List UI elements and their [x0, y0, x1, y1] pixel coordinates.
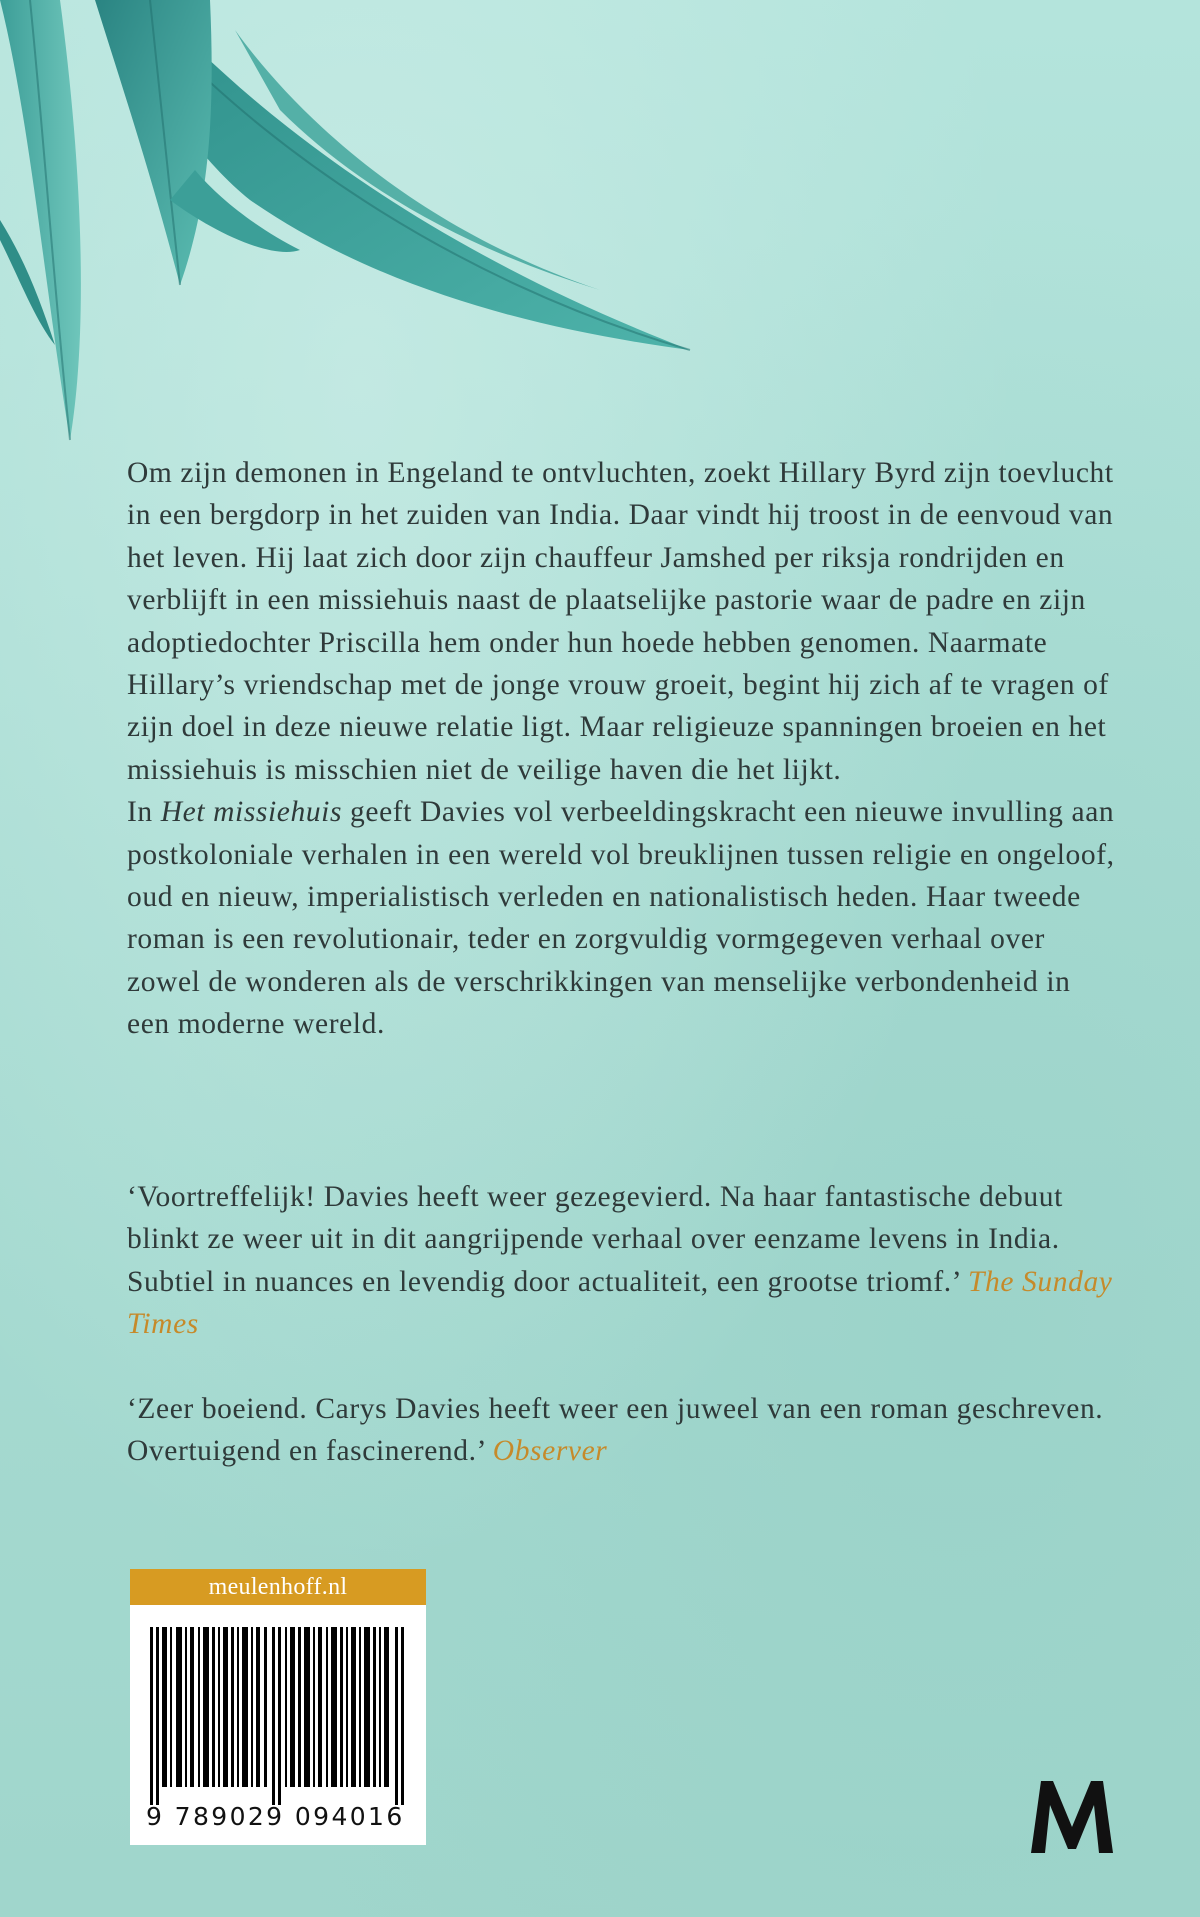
book-title-italic: Het missiehuis — [160, 796, 343, 829]
isbn-barcode-label — [130, 1569, 426, 1845]
publisher-website: meulenhoff.nl — [130, 1569, 426, 1605]
blurb-paragraph-2-rest: geeft Davies vol verbeeldingskracht een nieuwe invulling aan postkoloniale verhalen in een wereld vol breuklijnen tussen religie en ongeloof, oud en nieuw, imperialistisch verleden en nationalistisch heden. Haar tweede roman is een revolutionair, teder en zorgvuldig vormgegeven verhaal over zowel de wonderen als de verschrikkingen van menselijke verbondenheid in een moderne wereld. — [127, 796, 1115, 1041]
eucalyptus-leaves-illustration — [0, 0, 700, 460]
quote-source: Observer — [492, 1435, 608, 1468]
quote-text: ‘Zeer boeiend. Carys Davies heeft weer een juweel van een roman geschreven. Overtuigend en fascinerend.’ — [127, 1393, 1104, 1468]
review-quote-sunday-times — [127, 1176, 1117, 1346]
book-description — [127, 452, 1117, 1046]
quote-text: ‘Voortreffelijk! Davies heeft weer gezegevierd. Na haar fantastische debuut blinkt ze weer uit in dit aangrijpende verhaal over eenzame levens in India. Subtiel in nuances en levendig door actualiteit, een grootse triomf.’ — [127, 1181, 1063, 1298]
quote-source: The Sunday Times — [127, 1265, 1113, 1341]
review-quote-observer — [127, 1388, 1117, 1473]
isbn-number: 9 789029 094016 — [146, 1802, 405, 1831]
blurb-paragraph-2-prefix: In — [127, 796, 161, 829]
blurb-paragraph-1: Om zijn demonen in Engeland te ontvluchten, zoekt Hillary Byrd zijn toevlucht in een bergdorp in het zuiden van India. Daar vindt hij troost in de eenvoud van het leven. Hij laat zich door zijn chauffeur Jamshed per riksja rondrijden en verblijft in een missiehuis naast de plaatselijke pastorie waar de padre en zijn adoptiedochter Priscilla hem onder hun hoede hebben genomen. Naarmate Hillary’s vriendschap met de jonge vrouw groeit, begint hij zich af te vragen of zijn doel in deze nieuwe relatie ligt. Maar religieuze spanningen broeien en het missiehuis is misschien niet de veilige haven die het lijkt. — [127, 457, 1114, 786]
barcode-graphic — [150, 1627, 406, 1805]
meulenhoff-m-logo — [1031, 1781, 1113, 1853]
